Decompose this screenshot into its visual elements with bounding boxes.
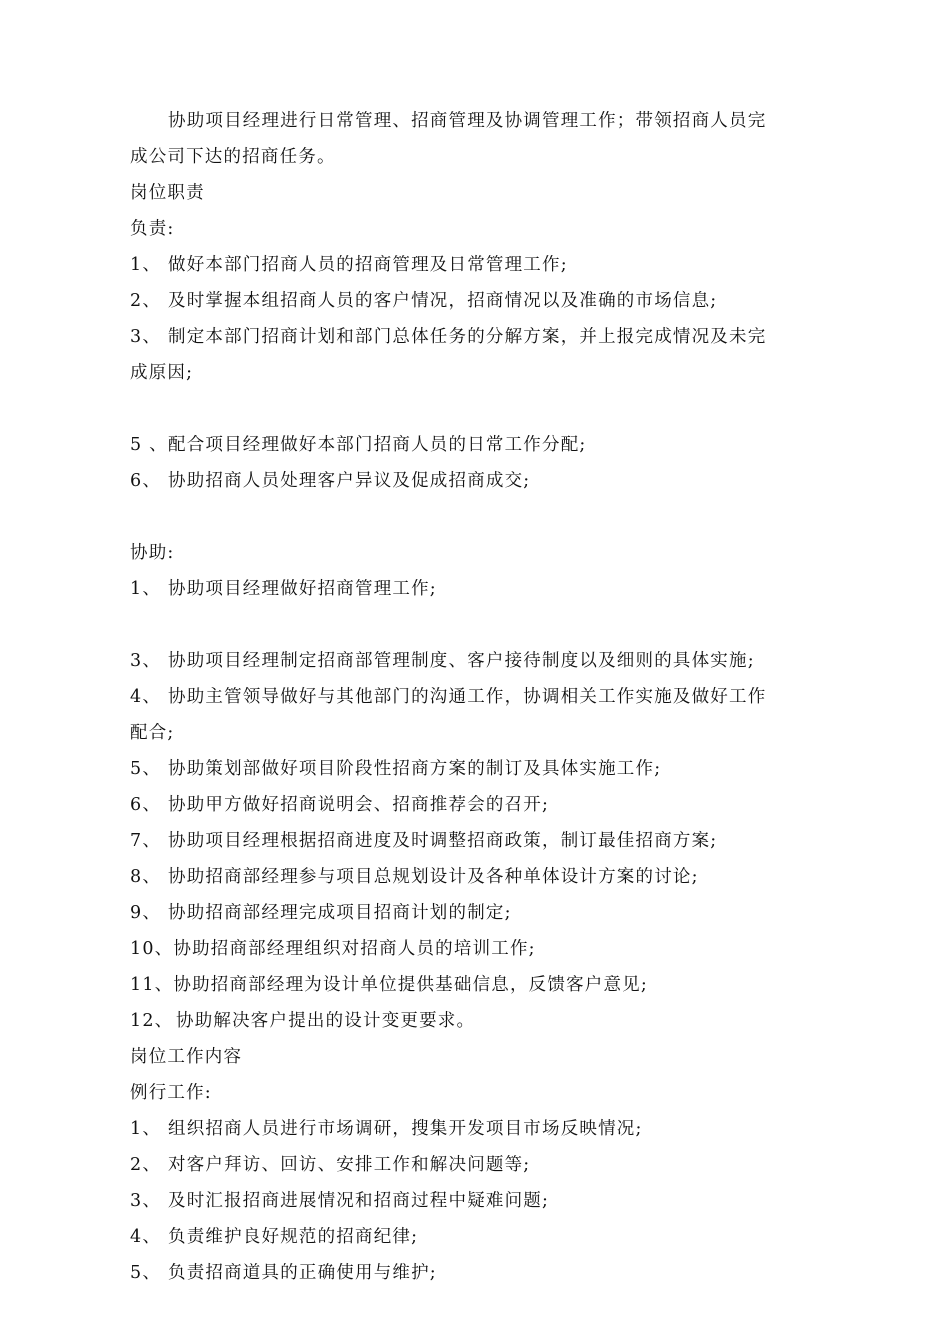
list-item: 5、 负责招商道具的正确使用与维护; xyxy=(130,1263,437,1283)
list-item: 10、协助招商部经理组织对招商人员的培训工作; xyxy=(130,939,536,959)
assist-label: 协助: xyxy=(130,543,175,563)
section-heading-duties: 岗位职责 xyxy=(130,183,205,203)
list-item: 4、 负责维护良好规范的招商纪律; xyxy=(130,1227,419,1247)
list-item: 3、 协助项目经理制定招商部管理制度、客户接待制度以及细则的具体实施; xyxy=(130,651,755,671)
routine-label: 例行工作: xyxy=(130,1083,212,1103)
list-item: 3、 及时汇报招商进展情况和招商过程中疑难问题; xyxy=(130,1191,550,1211)
list-item: 4、 协助主管领导做好与其他部门的沟通工作，协调相关工作实施及做好工作 xyxy=(130,687,767,707)
list-item: 3、 制定本部门招商计划和部门总体任务的分解方案，并上报完成情况及未完 xyxy=(130,327,767,347)
list-item: 11、协助招商部经理为设计单位提供基础信息，反馈客户意见; xyxy=(130,975,648,995)
list-item: 6、 协助招商人员处理客户异议及促成招商成交; xyxy=(130,471,531,491)
list-item: 1、 做好本部门招商人员的招商管理及日常管理工作; xyxy=(130,255,568,275)
list-item: 7、 协助项目经理根据招商进度及时调整招商政策，制订最佳招商方案; xyxy=(130,831,718,851)
list-item: 1、 组织招商人员进行市场调研，搜集开发项目市场反映情况; xyxy=(130,1119,643,1139)
list-item: 2、 对客户拜访、回访、安排工作和解决问题等; xyxy=(130,1155,531,1175)
list-item: 8、 协助招商部经理参与项目总规划设计及各种单体设计方案的讨论; xyxy=(130,867,699,887)
list-item: 9、 协助招商部经理完成项目招商计划的制定; xyxy=(130,903,512,923)
list-item: 1、 协助项目经理做好招商管理工作; xyxy=(130,579,437,599)
list-item: 5 、配合项目经理做好本部门招商人员的日常工作分配; xyxy=(130,435,587,455)
list-item: 12、 协助解决客户提出的设计变更要求。 xyxy=(130,1011,476,1031)
list-item-continuation: 配合; xyxy=(130,723,175,743)
list-item: 5、 协助策划部做好项目阶段性招商方案的制订及具体实施工作; xyxy=(130,759,662,779)
responsible-label: 负责: xyxy=(130,219,175,239)
intro-paragraph-line-1: 协助项目经理进行日常管理、招商管理及协调管理工作；带领招商人员完 xyxy=(168,111,767,131)
intro-paragraph-line-2: 成公司下达的招商任务。 xyxy=(130,147,336,167)
section-heading-content: 岗位工作内容 xyxy=(130,1047,243,1067)
list-item: 6、 协助甲方做好招商说明会、招商推荐会的召开; xyxy=(130,795,550,815)
list-item-continuation: 成原因; xyxy=(130,363,194,383)
list-item: 2、 及时掌握本组招商人员的客户情况，招商情况以及准确的市场信息; xyxy=(130,291,718,311)
